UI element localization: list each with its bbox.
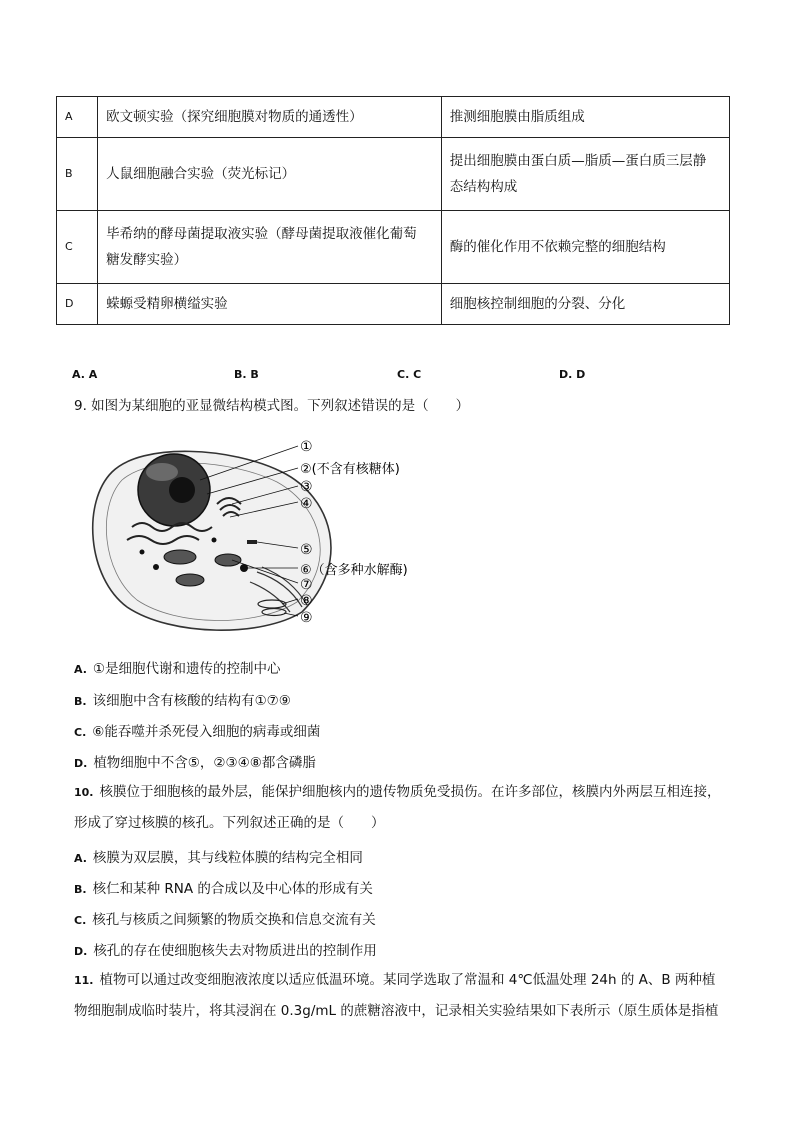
centriole <box>247 540 257 544</box>
mitochondrion-2 <box>215 554 241 566</box>
q10-stem-line: 形成了穿过核膜的核孔。下列叙述正确的是（ ） <box>74 815 385 831</box>
q11-stem-line: 物细胞制成临时装片，将其浸润在 0.3g/mL 的蔗糖溶液中，记录相关实验结果如下表所示（原生质体是指植 <box>74 1003 719 1019</box>
option-cell: C <box>57 211 98 284</box>
conclusion-line: 提出细胞膜由蛋白质—脂质—蛋白质三层静 <box>449 153 707 169</box>
table-row <box>57 284 730 325</box>
figure-label-4: ④ <box>300 496 313 512</box>
q8-option-c[interactable]: C. C <box>397 368 422 381</box>
table-row <box>57 211 730 284</box>
conclusion-line: 酶的催化作用不依赖完整的细胞结构 <box>449 239 666 255</box>
q9-stem: 9. 如图为某细胞的亚显微结构模式图。下列叙述错误的是（ ） <box>74 398 470 414</box>
mitochondrion <box>164 550 196 564</box>
experiment-cell: 人鼠细胞融合实验（荧光标记） <box>98 138 442 211</box>
figure-label-5: ⑤ <box>300 542 313 558</box>
figure-label-2: ②(不含有核糖体) <box>300 462 400 477</box>
q11-stem-line: 11. 植物可以通过改变细胞液浓度以适应低温环境。某同学选取了常温和 4℃低温处理 24h 的 A、B 两种植 <box>74 972 716 988</box>
table-row <box>57 97 730 138</box>
experiment-line: 糖发酵实验） <box>106 252 188 268</box>
q11-stem <box>74 965 726 1026</box>
q8-option-b[interactable]: B. B <box>234 368 259 381</box>
figure-label-6: ⑥（含多种水解酶) <box>300 563 408 578</box>
experiment-table <box>56 96 730 325</box>
figure-label-7: ⑦ <box>300 577 313 593</box>
q9-option-b[interactable]: B. 该细胞中含有核酸的结构有①⑦⑨ <box>74 693 291 709</box>
figure-label-3: ③ <box>300 479 313 495</box>
q9-option-c[interactable]: C. ⑥能吞噬并杀死侵入细胞的病毒或细菌 <box>74 724 321 740</box>
vesicle <box>153 564 159 570</box>
q10-option-c[interactable]: C. 核孔与核质之间频繁的物质交换和信息交流有关 <box>74 912 376 928</box>
conclusion-cell <box>441 97 729 138</box>
conclusion-line: 态结构构成 <box>449 179 518 195</box>
figure-label-9: ⑨ <box>300 610 313 626</box>
vesicle-3 <box>140 550 145 555</box>
option-cell: D <box>57 284 98 325</box>
table-row <box>57 138 730 211</box>
q8-option-a[interactable]: A. A <box>72 368 98 381</box>
experiment-cell: 欧文顿实验（探究细胞膜对物质的通透性） <box>98 97 442 138</box>
option-cell: A <box>57 97 98 138</box>
q10-stem <box>74 777 726 838</box>
figure-label-1: ① <box>300 439 313 455</box>
conclusion-cell <box>441 211 729 284</box>
q9-option-a[interactable]: A. ①是细胞代谢和遗传的控制中心 <box>74 661 281 677</box>
q10-option-d[interactable]: D. 核孔的存在使细胞核失去对物质进出的控制作用 <box>74 943 377 959</box>
q9-option-d[interactable]: D. 植物细胞中不含⑤，②③④⑧都含磷脂 <box>74 755 316 771</box>
nuclear-envelope-highlight <box>146 463 178 481</box>
mitochondrion-3 <box>176 574 204 586</box>
q8-options <box>72 368 672 386</box>
q8-option-d[interactable]: D. D <box>559 368 586 381</box>
experiment-cell: 蝾螈受精卵横缢实验 <box>98 284 442 325</box>
conclusion-cell <box>441 138 729 211</box>
figure-label-8: ⑧ <box>300 593 313 609</box>
cell-structure-figure <box>82 432 442 637</box>
vesicle-2 <box>212 538 217 543</box>
nucleolus <box>169 477 195 503</box>
conclusion-cell <box>441 284 729 325</box>
conclusion-line: 细胞核控制细胞的分裂、分化 <box>449 296 626 312</box>
experiment-cell <box>98 211 442 284</box>
q10-option-a[interactable]: A. 核膜为双层膜，其与线粒体膜的结构完全相同 <box>74 850 363 866</box>
option-cell: B <box>57 138 98 211</box>
experiment-line: 毕希纳的酵母菌提取液实验（酵母菌提取液催化葡萄 <box>106 226 417 242</box>
q10-stem-line: 10. 核膜位于细胞核的最外层，能保护细胞核内的遗传物质免受损伤。在许多部位，核膜内外两层互相连接， <box>74 784 721 800</box>
conclusion-line: 推测细胞膜由脂质组成 <box>449 109 585 125</box>
q10-option-b[interactable]: B. 核仁和某种 RNA 的合成以及中心体的形成有关 <box>74 881 373 897</box>
